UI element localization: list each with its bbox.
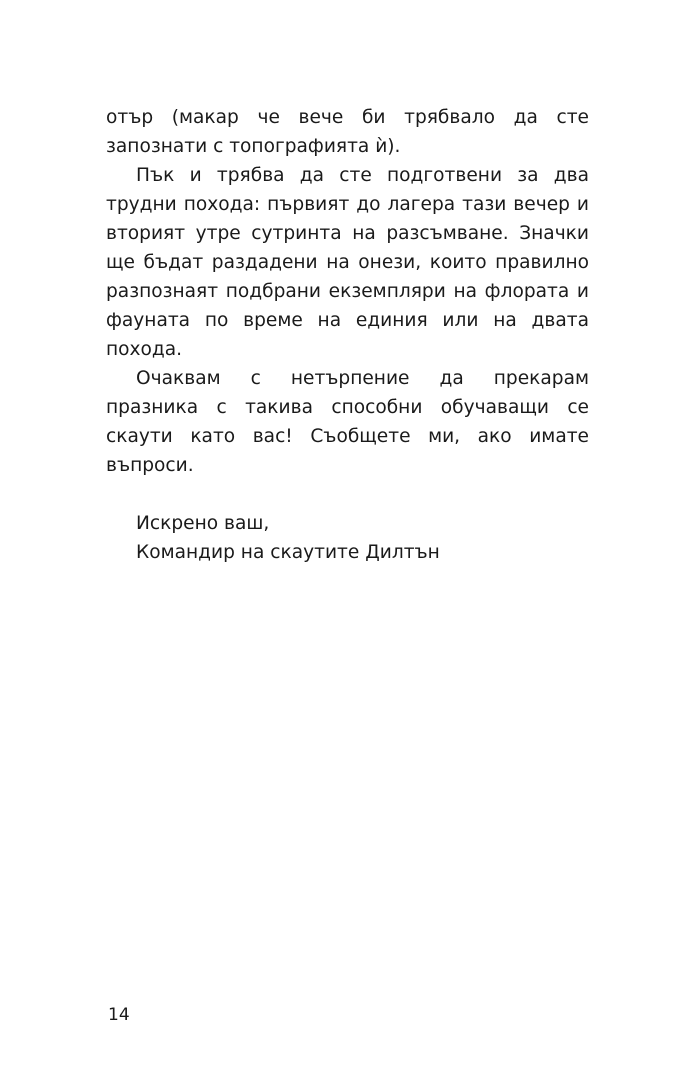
closing-salutation: Искрено ваш, [136, 513, 270, 534]
body-text [106, 103, 589, 567]
page-number: 14 [108, 1005, 130, 1025]
paragraph-3: Очаквам с нетърпение да прекарам празника с такива способни обучаващи се скаути като вас! Съобщете ми, ако имате въпроси. [106, 368, 589, 476]
letter-closing [106, 509, 589, 567]
closing-signature: Командир на скаутите Дилтън [136, 542, 440, 563]
paragraph-2: Пък и трябва да сте подготвени за два трудни похода: първият до лагера тази вечер и вторият утре сутринта на разсъмване. Значки ще бъдат раздадени на онези, които правилно разпознаят подбрани екземпляри на флората и фауната по време на единия или на двата похода. [106, 165, 589, 360]
paragraph-1: отър (макар че вече би трябвало да сте запознати с топографията ѝ). [106, 107, 589, 157]
